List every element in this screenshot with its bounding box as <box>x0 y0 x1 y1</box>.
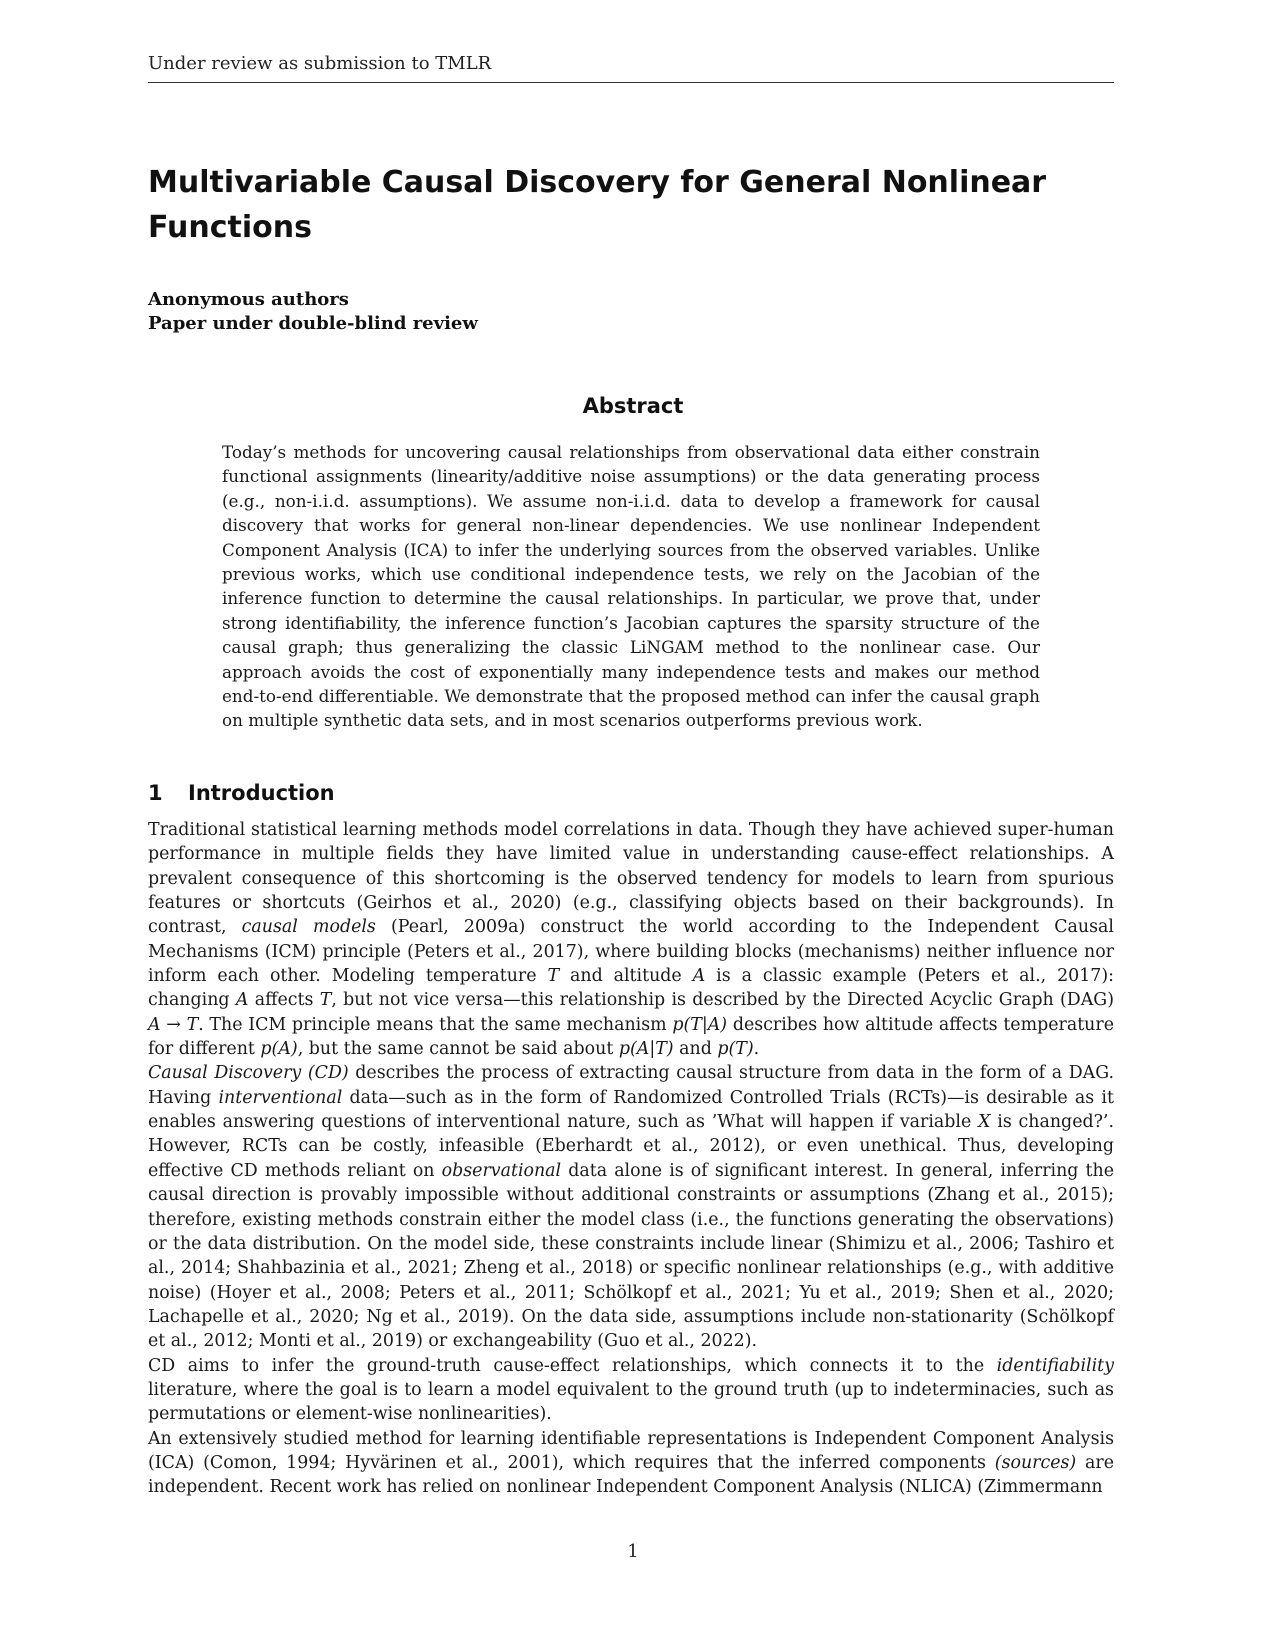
math-p-t-given-a: p(T|A) <box>672 1014 728 1035</box>
math-T: T <box>319 990 332 1011</box>
introduction-body <box>148 818 1114 1500</box>
author-line: Anonymous authors <box>148 289 349 310</box>
abstract-heading: Abstract <box>582 394 684 418</box>
math-T: T <box>547 966 560 987</box>
section-title: Introduction <box>188 781 335 805</box>
emphasis-sources: (sources) <box>994 1452 1077 1473</box>
section-heading-introduction <box>148 780 848 806</box>
paragraph-3: CD aims to infer the ground-truth cause-effect relationships, which connects it to the identifiability literature, where the goal is to learn a model equivalent to the ground truth (up to indeterminacies, such as permutations or element-wise nonlinearities). <box>148 1355 1114 1425</box>
emphasis-interventional: interventional <box>218 1087 343 1108</box>
math-dag: A → T <box>148 1014 199 1035</box>
math-p-t: p(T) <box>717 1039 754 1060</box>
abstract-text: Today’s methods for uncovering causal relationships from observational data either constrain functional assignments (linearity/additive noise assumptions) or the data generating process (e.g., non-i.i.d. assumptions). We assume non-i.i.d. data to develop a framework for causal discovery that works for general non-linear dependencies. We use nonlinear Independent Component Analysis (ICA) to infer the underlying sources from the observed variables. Unlike previous works, which use conditional independence tests, we rely on the Jacobian of the inference function to determine the causal relationships. In particular, we prove that, under strong identifiability, the inference function’s Jacobian captures the sparsity structure of the causal graph; thus generalizing the classic LiNGAM method to the nonlinear case. Our approach avoids the cost of exponentially many independence tests and makes our method end-to-end differentiable. We demonstrate that the proposed method can infer the causal graph on multiple synthetic data sets, and in most scenarios outperforms previous work. <box>222 442 1040 731</box>
section-number: 1 <box>148 781 163 805</box>
math-p-a: p(A) <box>260 1039 298 1060</box>
math-A: A <box>235 990 249 1011</box>
math-p-a-given-t: p(A|T) <box>618 1039 674 1060</box>
page-number: 1 <box>627 1541 639 1562</box>
math-A: A <box>692 966 706 987</box>
math-X: X <box>978 1112 991 1133</box>
paragraph-4: An extensively studied method for learning identifiable representations is Independent Component Analysis (ICA) (Comon, 1994; Hyvärinen et al., 2001), which requires that the inferred components (sources) are independent. Recent work has relied on nonlinear Independent Component Analysis (NLICA) (Zimmermann <box>148 1428 1114 1498</box>
emphasis-observational: observational <box>441 1160 562 1181</box>
paragraph-1: Traditional statistical learning methods model correlations in data. Though they have achieved super-human performance in multiple fields they have limited value in understanding cause-effect relationships. A prevalent consequence of this shortcoming is the observed tendency for models to learn from spurious features or shortcuts (Geirhos et al., 2020) (e.g., classifying objects based on their backgrounds). In contrast, causal models (Pearl, 2009a) construct the world according to the Independent Causal Mechanisms (ICM) principle (Peters et al., 2017), where building blocks (mechanisms) neither influence nor inform each other. Modeling temperature T and altitude A is a classic example (Peters et al., 2017): changing A affects T, but not vice versa—this relationship is described by the Directed Acyclic Graph (DAG) A → T. The ICM principle means that the same mechanism p(T|A) describes how altitude affects temperature for different p(A), but the same cannot be said about p(A|T) and p(T). <box>148 820 1115 1060</box>
author-block <box>148 288 748 336</box>
review-status-line: Paper under double-blind review <box>148 313 478 334</box>
paragraph-2: Causal Discovery (CD) describes the process of extracting causal structure from data in the form of a DAG. Having interventional data—such as in the form of Randomized Controlled Trials (RCTs)—is desirable as it enables answering questions of interventional nature, such as ’What will happen if variable X is changed?’. However, RCTs can be costly, infeasible (Eberhardt et al., 2012), or even unethical. Thus, developing effective CD methods reliant on observational data alone is of significant interest. In general, inferring the causal direction is provably impossible without additional constraints or assumptions (Zhang et al., 2015); therefore, existing methods constrain either the model class (i.e., the functions generating the observations) or the data distribution. On the model side, these constraints include linear (Shimizu et al., 2006; Tashiro et al., 2014; Shahbazinia et al., 2021; Zheng et al., 2018) or specific nonlinear relationships (e.g., with additive noise) (Hoyer et al., 2008; Peters et al., 2011; Schölkopf et al., 2021; Yu et al., 2019; Shen et al., 2020; Lachapelle et al., 2020; Ng et al., 2019). On the data side, assumptions include non-stationarity (Schölkopf et al., 2012; Monti et al., 2019) or exchangeability (Guo et al., 2022). <box>148 1063 1114 1352</box>
emphasis-causal-models: causal models <box>241 917 376 938</box>
emphasis-identifiability: identifiability <box>996 1355 1114 1376</box>
emphasis-causal-discovery: Causal Discovery (CD) <box>148 1063 349 1084</box>
running-header: Under review as submission to TMLR <box>148 52 1114 83</box>
paper-title: Multivariable Causal Discovery for General Nonlinear Functions <box>148 165 1047 245</box>
